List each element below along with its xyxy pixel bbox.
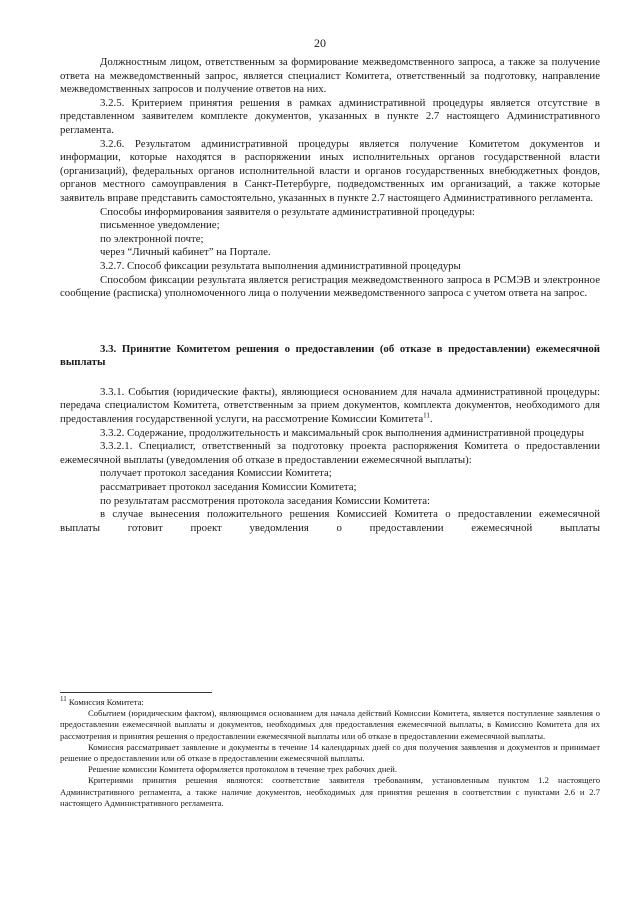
paragraph: Должностным лицом, ответственным за формирование межведомственного запроса, а также за получение ответа на межведомственный запрос, является специалист Комитета, ответственный за подготовку, направление межведомственных запросов и получение ответов на них. <box>60 56 600 96</box>
list-item: получает протокол заседания Комиссии Комитета; <box>100 467 332 480</box>
list-item: через “Личный кабинет” на Портале. <box>100 246 271 259</box>
paragraph-3-3-2: 3.3.2. Содержание, продолжительность и максимальный срок выполнения административной процедуры <box>100 426 584 439</box>
paragraph: в случае вынесения положительного решения Комиссией Комитета о предоставлении ежемесячной выплаты готовит проект уведомления о предоставлении ежемесячной выплаты <box>60 508 600 534</box>
footnote-paragraph: Комиссия рассматривает заявление и документы в течение 14 календарных дней со дня получения заявления и документов и принимает решение о предоставлении или об отказе в предоставлении ежемесячной выплаты. <box>60 741 600 764</box>
footnote <box>60 697 600 809</box>
punctuation: . <box>429 413 433 426</box>
list-item: по электронной почте; <box>100 232 204 245</box>
paragraph-3-2-7: 3.2.7. Способ фиксации результата выполнения административной процедуры <box>100 259 461 272</box>
paragraph-3-3-1 <box>60 386 600 427</box>
section-heading: 3.3. Принятие Комитетом решения о предоставлении (об отказе в предоставлении) ежемесячной выплаты <box>60 342 600 369</box>
paragraph-3-2-6: 3.2.6. Результатом административной процедуры является получение Комитетом документов и информации, которые находятся в распоряжении иных исполнительных органов государственной власти (организаций), федеральных органов исполнительной власти и органов государственных внебюджетных фондов, органов местного самоуправления в Санкт-Петербурге, подведомственных им организаций, а также которые заявитель вправе представить самостоятельно, указанных в пункте 2.7 настоящего Административного регламента. <box>60 137 600 204</box>
page-body <box>60 56 600 535</box>
footnote-title-text: Комиссия Комитета: <box>66 697 144 707</box>
list-item: по результатам рассмотрения протокола заседания Комиссии Комитета: <box>100 494 431 507</box>
paragraph: Способом фиксации результата является регистрация межведомственного запроса в РСМЭВ и электронное сообщение (расписка) уполномоченного лица о получении межведомственного запроса с учетом ответа на запрос. <box>60 273 600 300</box>
footnote-paragraph: Решение комиссии Комитета оформляется протоколом в течение трех рабочих дней. <box>88 764 397 775</box>
page-number: 20 <box>314 36 326 50</box>
list-item: рассматривает протокол заседания Комиссии Комитета; <box>100 481 357 494</box>
footnote-title <box>60 697 600 708</box>
footnote-reference: 11 <box>423 411 430 420</box>
paragraph-text: 3.3.1. События (юридические факты), являющиеся основанием для начала административной процедуры: передача специалистом Комитета, ответственным за прием документов, комплекта документов, необходимого для предоставления государственной услуги, на рассмотрение Комиссии Комитета <box>60 385 600 426</box>
footnote-marker: 11 <box>60 695 67 704</box>
footnote-divider <box>60 692 212 693</box>
paragraph-3-2-5: 3.2.5. Критерием принятия решения в рамках административной процедуры является отсутствие в представленном заявителем комплекте документов, указанных в пункте 2.7 настоящего Административного регламента. <box>60 96 600 136</box>
list-item: письменное уведомление; <box>100 219 220 232</box>
footnote-paragraph: Событием (юридическим фактом), являющимся основанием для начала действий Комиссии Комитета, является поступление заявления о предоставлении ежемесячной выплаты и документов, необходимых для предоставления ежемесячной выплаты, в Комиссию Комитета для их рассмотрения и принятия решения о предоставлении ежемесячной выплаты или об отказе в предоставлении ежемесячной выплаты. <box>60 708 600 741</box>
paragraph: Способы информирования заявителя о результате административной процедуры: <box>100 205 475 218</box>
footnote-paragraph: Критериями принятия решения являются: соответствие заявителя требованиям, установленным пунктом 1.2 настоящего Административного регламента, а также наличие документов, необходимых для принятия решения в соответствии с пунктами 2.6 и 2.7 настоящего Административного регламента. <box>60 775 600 808</box>
paragraph-3-3-2-1: 3.3.2.1. Специалист, ответственный за подготовку проекта распоряжения Комитета о предоставлении ежемесячной выплаты (уведомления об отказе в предоставлении ежемесячной выплаты): <box>60 440 600 466</box>
